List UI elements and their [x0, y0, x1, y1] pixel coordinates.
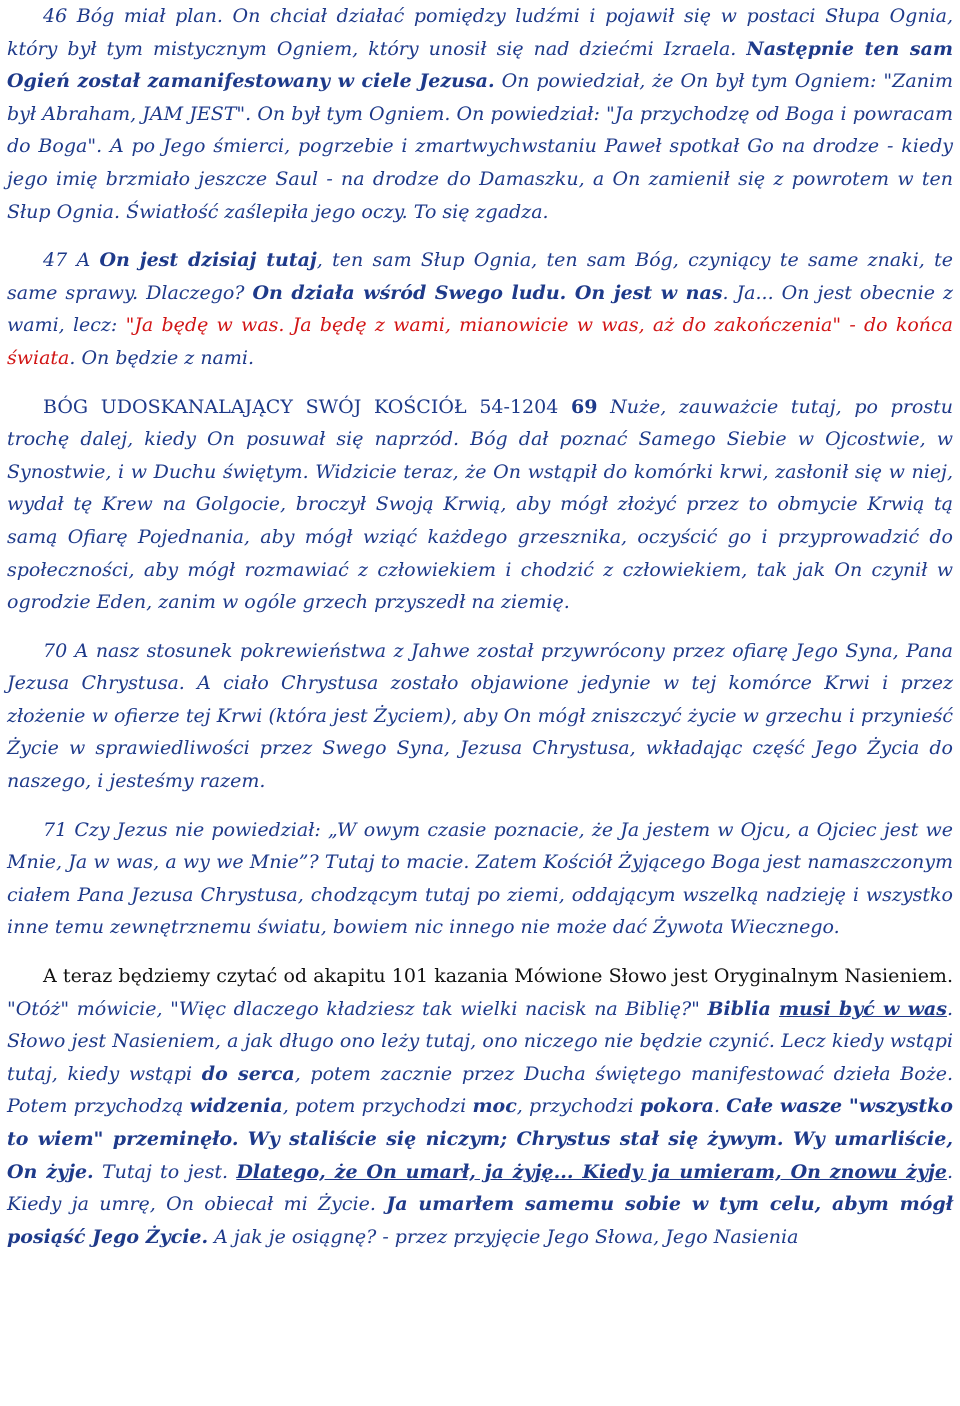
text-run: , ten sam Słup Ognia, ten sam Bóg, czyniący te same znaki, te same sprawy. Dlaczego?	[7, 249, 953, 304]
paragraph	[7, 391, 953, 619]
text-run: 46 Bóg miał plan. On chciał działać pomiędzy ludźmi i pojawił się w postaci Słupa Ognia, który był tym mistycznym Ogniem, który unosił się nad dziećmi Izraela.	[7, 5, 953, 60]
text-run: A jak je osiągnę? - przez przyjęcie Jego Słowa, Jego Nasienia	[208, 1225, 799, 1248]
text-run: . Słowo jest Nasieniem, a jak długo ono leży tutaj, ono niczego nie będzie czynić. Lecz kiedy wstąpi tutaj, kiedy wstąpi	[7, 997, 953, 1085]
text-run: 71 Czy Jezus nie powiedział: „W owym czasie poznacie, że Ja jestem w Ojcu, a Ojciec jest we Mnie, Ja w was, a wy we Mnie”? Tutaj to macie. Zatem Kościół Żyjącego Boga jest namaszczonym ciałem Pana Jezusa Chrystusa, chodzącym tutaj po ziemi, oddającym wszelką nadzieję i wszystko inne temu zewnętrznemu światu, bowiem nic innego nie może dać Żywota Wiecznego.	[7, 818, 953, 939]
text-run: Ja umarłem samemu sobie w tym celu, abym mógł posiąść Jego Życie.	[7, 1193, 954, 1248]
text-run: BÓG UDOSKANALAJĄCY SWÓJ KOŚCIÓŁ 54-1204	[43, 395, 572, 418]
text-run: Tutaj to jest.	[93, 1160, 237, 1183]
text-run: . On będzie z nami.	[69, 346, 255, 369]
text-run: 69	[571, 395, 598, 418]
text-run: , przychodzi	[516, 1095, 640, 1118]
paragraph	[7, 635, 953, 798]
text-run: . Kiedy ja umrę, On obiecał mi Życie.	[7, 1160, 954, 1216]
text-run: Nuże, zauważcie tutaj, po prostu trochę dalej, kiedy On posuwał się naprzód. Bóg dał poznać Samego Siebie w Ojcostwie, w Synostwie, i w Duchu świętym. Widzicie teraz, że On wstąpił do komórki krwi, zasłonił się w niej, wydał tę Krew na Golgocie, broczył Swoją Krwią, aby mógł złożyć przez to obmycie Krwią tą samą Ofiarę Pojednania, aby mógł wziąć każdego grzesznika, oczyścić go i przyprowadzić do społeczności, aby mógł rozmawiać z człowiekiem i chodzić z człowiekiem, tak jak On czynił w ogrodzie Eden, zanim w ogóle grzech przyszedł na ziemię.	[7, 395, 953, 614]
paragraph	[7, 244, 953, 374]
paragraph	[7, 0, 953, 228]
text-run: widzenia	[189, 1095, 283, 1118]
text-run: , potem przychodzi	[282, 1095, 473, 1118]
paragraph	[7, 960, 953, 1253]
text-run: Dlatego, że On umarł, ja żyję... Kiedy ja umieram, On znowu żyje	[236, 1160, 947, 1183]
text-run: A teraz będziemy czytać od akapitu 101 kazania Mówione Słowo jest Oryginalnym Nasieniem.	[43, 965, 953, 988]
text-run: Następnie ten sam Ogień został zamanifestowany w ciele Jezusa.	[7, 37, 953, 93]
document-page	[7, 0, 953, 1269]
text-run: Biblia	[707, 997, 779, 1020]
text-run: "Ja będę w was. Ja będę z wami, mianowicie w was, aż do zakończenia" - do końca świata	[7, 314, 953, 369]
text-run: "Otóż" mówicie, "Więc dlaczego kładziesz tak wielki nacisk na Biblię?"	[7, 997, 708, 1020]
text-run: moc	[472, 1095, 517, 1118]
text-run: do serca	[201, 1062, 295, 1085]
text-run: On jest dzisiaj tutaj	[99, 249, 317, 272]
text-run: 70 A nasz stosunek pokrewieństwa z Jahwe został przywrócony przez ofiarę Jego Syna, Pana Jezusa Chrystusa. A ciało Chrystusa zostało objawione jedynie w tej komórce Krwi i przez złożenie w ofierze tej Krwi (która jest Życiem), aby On mógł zniszczyć życie w grzechu i przynieść Życie w sprawiedliwości przez Swego Syna, Jezusa Chrystusa, wkładając część Jego Życia do naszego, i jesteśmy razem.	[7, 639, 953, 793]
text-run: . Ja... On jest obecnie z wami, lecz:	[7, 281, 953, 337]
text-run: , potem zacznie przez Ducha świętego manifestować dzieła Boże. Potem przychodzą	[7, 1062, 953, 1118]
text-run: Całe wasze "wszystko to wiem" przeminęło. Wy staliście się niczym; Chrystus stał się żywym. Wy umarliście, On żyje.	[7, 1095, 953, 1183]
paragraph	[7, 814, 953, 944]
text-run: 47 A	[43, 249, 100, 272]
text-run: .	[713, 1095, 727, 1118]
text-run: On powiedział, że On był tym Ogniem: "Zanim był Abraham, JAM JEST". On był tym Ogniem. On powiedział: "Ja przychodzę od Boga i powracam do Boga". A po Jego śmierci, pogrzebie i zmartwychwstaniu Paweł spotkał Go na drodze - kiedy jego imię brzmiało jeszcze Saul - na drodze do Damaszku, a On zamienił się z powrotem w ten Słup Ognia. Światłość zaślepiła jego oczy. To się zgadza.	[7, 70, 954, 223]
text-run: On działa wśród Swego ludu. On jest w nas	[252, 281, 723, 304]
text-run: pokora	[639, 1095, 714, 1118]
text-run: musi być w was	[778, 997, 947, 1020]
